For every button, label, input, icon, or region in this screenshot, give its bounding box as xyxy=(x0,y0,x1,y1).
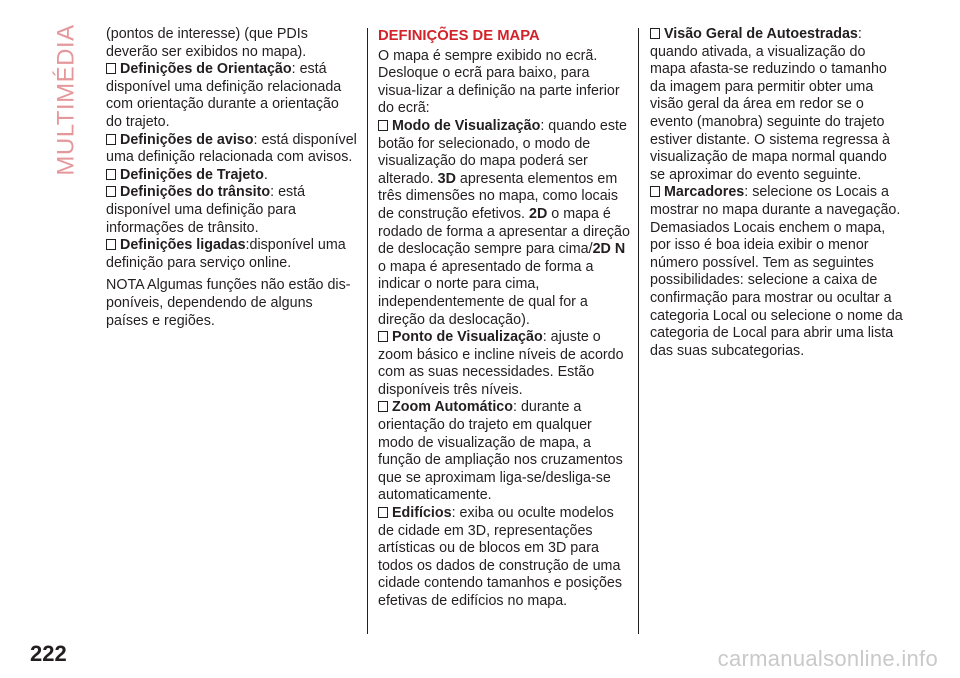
item-title: Modo de Visualização xyxy=(392,117,541,134)
item-title: Definições do trânsito xyxy=(120,184,271,201)
site-watermark: carmanualsonline.info xyxy=(717,646,938,671)
item-title: Visão Geral de Autoestradas xyxy=(664,26,858,42)
item-text: . xyxy=(263,166,268,183)
left-intro: (pontos de interesse) (que PDIs deverão ser exibidos no mapa). xyxy=(106,26,308,60)
item-text: :disponível uma definição para serviço online. xyxy=(106,237,346,271)
item-text: : quando este botão for selecionado, o modo de visualização do mapa poderá ser alterado. xyxy=(378,117,627,187)
item-text: : durante a orientação do trajeto em qualquer modo de visualização de mapa, a função de ampliação nos cruzamentos que se aproximam liga-se/desliga-se automaticamente. xyxy=(378,399,623,504)
checkbox-bullet-icon xyxy=(106,134,116,145)
mode-3d-label: 3D xyxy=(437,170,456,187)
item-text: : está disponível uma definição relacionada com avisos. xyxy=(106,131,357,166)
checkbox-bullet-icon xyxy=(650,186,660,197)
checkbox-bullet-icon xyxy=(106,239,116,250)
section-label-text: MULTIMÉDIA xyxy=(53,24,81,176)
right-column xyxy=(650,26,904,360)
list-item xyxy=(106,167,358,185)
list-item xyxy=(650,184,904,360)
column-divider-1 xyxy=(367,28,368,634)
left-column xyxy=(106,26,358,330)
item-text: : ajuste o zoom básico e incline níveis de acordo com as suas necessidades. Estão disponíveis três níveis. xyxy=(378,329,624,398)
checkbox-bullet-icon xyxy=(378,507,388,518)
checkbox-bullet-icon xyxy=(650,28,660,39)
note-text: NOTA Algumas funções não estão dis-poníveis, dependendo de alguns países e regiões. xyxy=(106,277,351,329)
checkbox-bullet-icon xyxy=(106,169,116,180)
list-item xyxy=(650,26,904,184)
item-title: Definições ligadas xyxy=(120,237,246,254)
list-item xyxy=(378,399,630,505)
item-text: o mapa é rodado de forma a apresentar a direção de deslocação sempre para cima/ xyxy=(378,205,630,258)
item-title: Zoom Automático xyxy=(392,399,513,416)
list-item xyxy=(378,329,630,399)
item-title: Definições de Orientação xyxy=(120,61,292,78)
list-item xyxy=(378,118,630,329)
list-item xyxy=(106,61,358,131)
item-title: Marcadores xyxy=(664,184,745,201)
middle-intro: O mapa é sempre exibido no ecrã. Desloque o ecrã para baixo, para visua-lizar a definição na parte inferior do ecrã: xyxy=(378,47,620,117)
item-title: Definições de Trajeto xyxy=(120,166,264,183)
page-number: 222 xyxy=(30,641,67,666)
item-title: Ponto de Visualização xyxy=(392,329,543,346)
column-divider-2 xyxy=(638,28,639,634)
checkbox-bullet-icon xyxy=(106,63,116,74)
checkbox-bullet-icon xyxy=(378,120,388,131)
list-item xyxy=(106,132,358,167)
checkbox-bullet-icon xyxy=(378,401,388,412)
item-title: Edifícios xyxy=(392,505,452,522)
section-side-label xyxy=(53,24,81,176)
item-text: apresenta elementos em três dimensões no mapa, como locais de construção efetivos. xyxy=(378,170,618,222)
list-item xyxy=(378,505,630,611)
item-text: : exiba ou oculte modelos de cidade em 3D, representações artísticas ou de blocos em 3D para todos os dados de construção de uma cidade contendo tamanhos e posições efetivas de edifícios no mapa. xyxy=(378,505,623,609)
middle-column xyxy=(378,26,630,611)
section-heading: DEFINIÇÕES DE MAPA xyxy=(378,28,540,44)
item-text: : está disponível uma definição relacionada com orientação durante a orientação do trajeto. xyxy=(106,61,342,130)
list-item xyxy=(106,237,358,272)
item-text: : quando ativada, a visualização do mapa afasta-se reduzindo o tamanho da imagem para permitir obter uma visão geral da área em redor se o evento (manobra) seguinte do trajeto estiver distante. O sistema regressa à visualização de mapa normal quando se aproximar do evento seguinte. xyxy=(650,26,890,183)
item-text: o mapa é apresentado de forma a indicar o norte para cima, independentemente de qual for a direção da deslocação). xyxy=(378,258,594,328)
item-text: : selecione os Locais a mostrar no mapa durante a navegação. Demasiados Locais enchem o mapa, por isso é boa ideia exibir o menor número possível. Tem as seguintes possibilidades: selecione a caixa de confirmação para mostrar ou ocultar a categoria Local ou selecione o nome da categoria de Local para abrir uma lista das suas subcategorias. xyxy=(650,184,903,359)
item-title: Definições de aviso xyxy=(120,131,254,148)
checkbox-bullet-icon xyxy=(106,186,116,197)
list-item xyxy=(106,184,358,237)
mode-2d-label: 2D xyxy=(529,205,548,222)
item-text: : está disponível uma definição para informações de trânsito. xyxy=(106,184,306,236)
checkbox-bullet-icon xyxy=(378,331,388,342)
mode-2dn-label: 2D N xyxy=(592,241,626,258)
